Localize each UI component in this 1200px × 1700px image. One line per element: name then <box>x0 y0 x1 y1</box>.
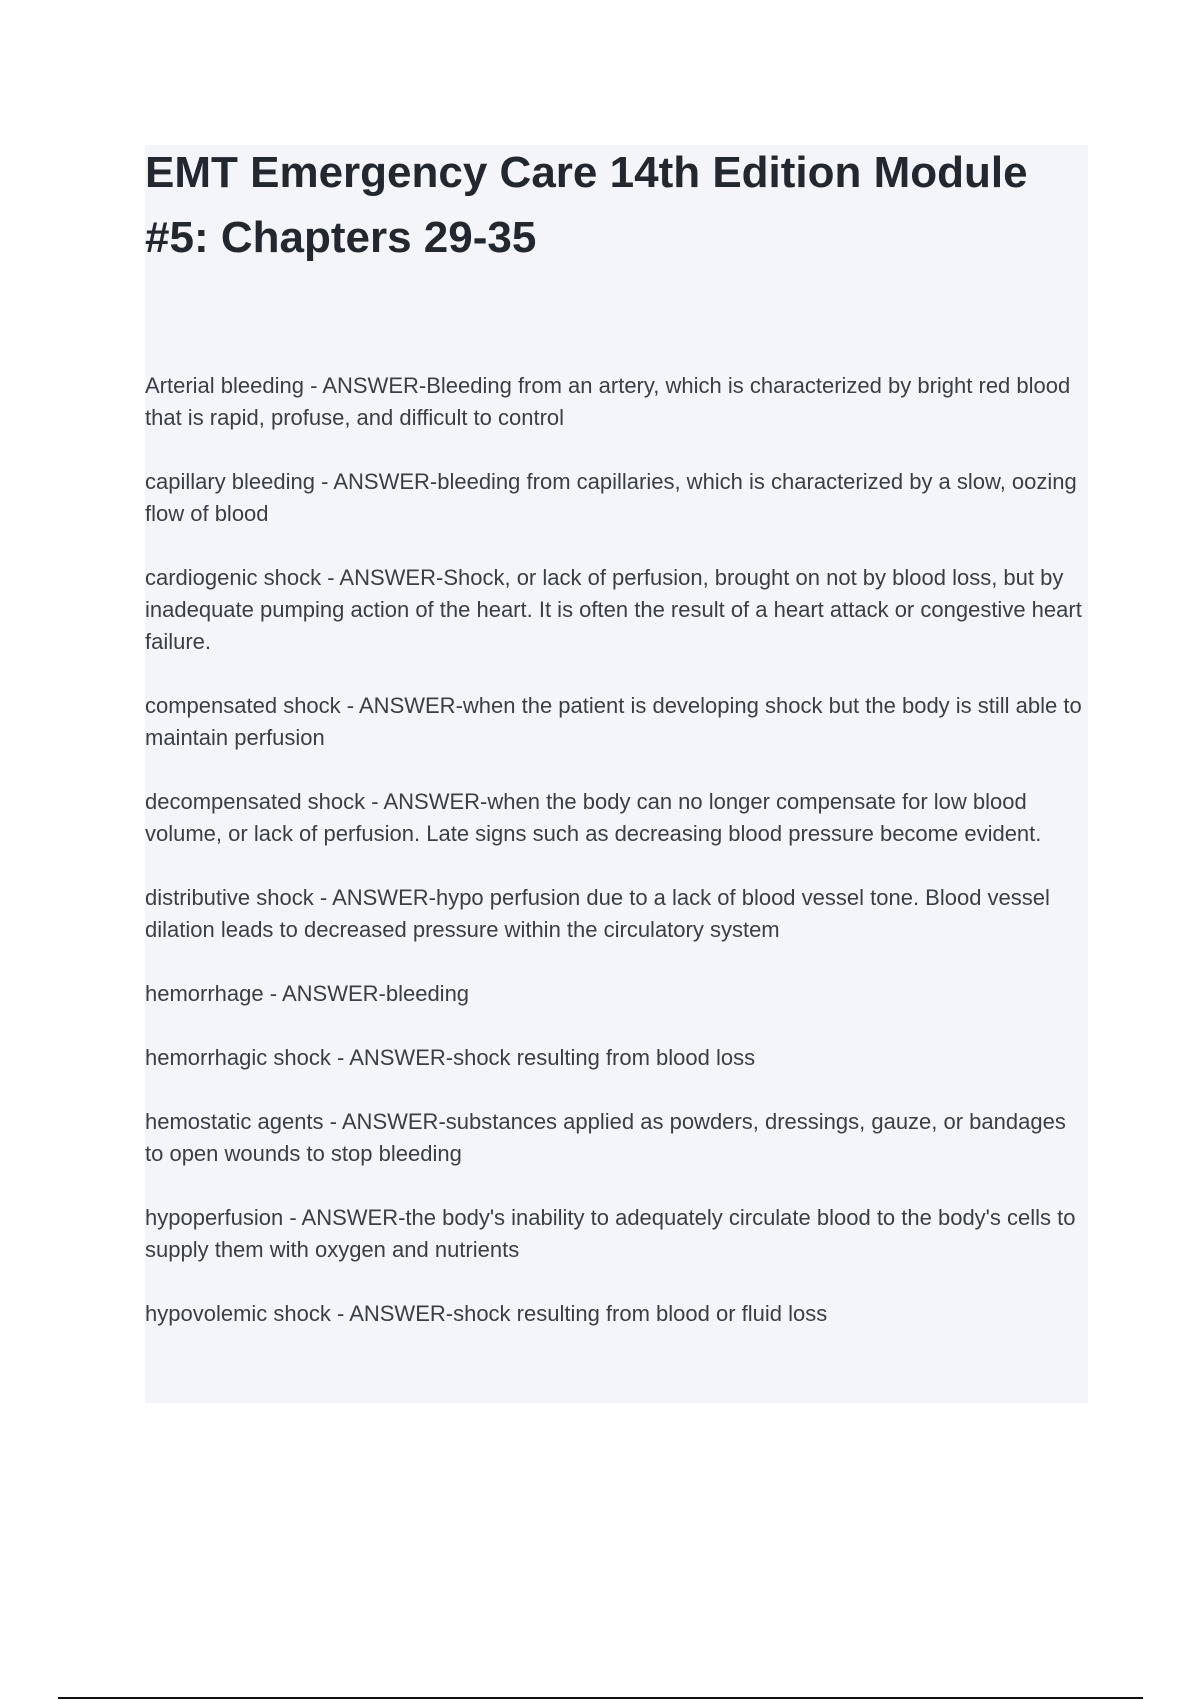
glossary-entry-cardiogenic-shock: cardiogenic shock - ANSWER-Shock, or lack of perfusion, brought on not by blood loss, but by inadequate pumping action of the heart. It is often the result of a heart attack or congestive heart failure. <box>145 565 1082 654</box>
glossary-entry-capillary-bleeding: capillary bleeding - ANSWER-bleeding from capillaries, which is characterized by a slow, oozing flow of blood <box>145 469 1077 526</box>
glossary-entry-arterial-bleeding: Arterial bleeding - ANSWER-Bleeding from an artery, which is characterized by bright red blood that is rapid, profuse, and difficult to control <box>145 373 1071 430</box>
footer-divider <box>58 1697 1143 1699</box>
glossary-entry-hemorrhage: hemorrhage - ANSWER-bleeding <box>145 981 470 1006</box>
glossary-entry-hypoperfusion: hypoperfusion - ANSWER-the body's inability to adequately circulate blood to the body's cells to supply them with oxygen and nutrients <box>145 1205 1076 1262</box>
glossary-entry-compensated-shock: compensated shock - ANSWER-when the patient is developing shock but the body is still able to maintain perfusion <box>145 693 1082 750</box>
glossary-entry-hypovolemic-shock: hypovolemic shock - ANSWER-shock resulting from blood or fluid loss <box>145 1301 828 1326</box>
glossary-entry-decompensated-shock: decompensated shock - ANSWER-when the body can no longer compensate for low blood volume, or lack of perfusion. Late signs such as decreasing blood pressure become evident. <box>145 789 1042 846</box>
glossary-entry-hemorrhagic-shock: hemorrhagic shock - ANSWER-shock resulting from blood loss <box>145 1045 756 1070</box>
glossary-entry-hemostatic-agents: hemostatic agents - ANSWER-substances applied as powders, dressings, gauze, or bandages to open wounds to stop bleeding <box>145 1109 1066 1166</box>
glossary-entry-distributive-shock: distributive shock - ANSWER-hypo perfusion due to a lack of blood vessel tone. Blood vessel dilation leads to decreased pressure within the circulatory system <box>145 885 1050 942</box>
document-title: EMT Emergency Care 14th Edition Module #5: Chapters 29-35 <box>145 148 1028 262</box>
glossary-entries <box>145 370 1090 1362</box>
